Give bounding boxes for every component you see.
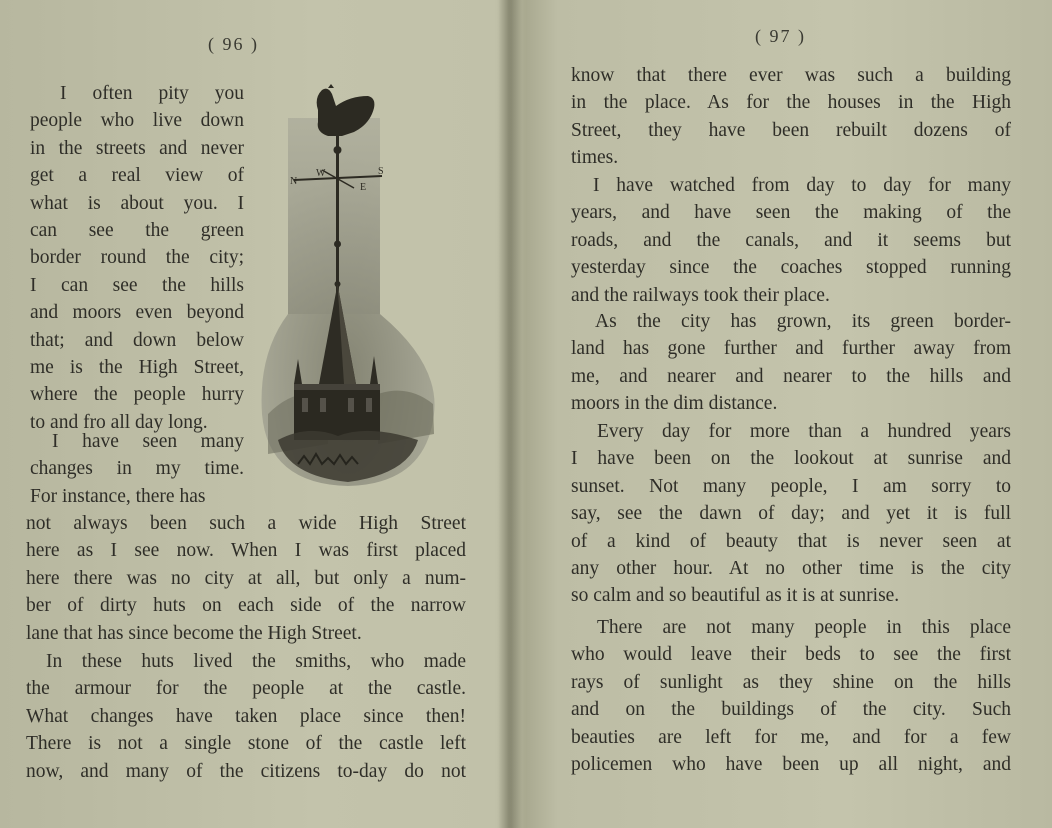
text-line: the armour for the people at the castle.	[26, 678, 466, 700]
text-line: know that there ever was such a building	[571, 65, 1011, 86]
text-line: me is the High Street,	[30, 357, 244, 379]
compass-letter-w: W	[316, 168, 326, 179]
page-number-right: ( 97 )	[755, 26, 806, 46]
text-line: in the place. As for the houses in the High	[571, 92, 1011, 114]
paragraph-building	[571, 62, 1011, 172]
text-line: I have seen many	[52, 431, 244, 452]
text-line: There is not a single stone of the castle left	[26, 733, 466, 755]
text-line: land has gone further and further away from	[571, 338, 1011, 360]
text-line: roads, and the canals, and it seems but	[571, 229, 1011, 251]
compass-letter-n: N	[290, 176, 298, 187]
text-line: For instance, there has	[30, 485, 206, 507]
text-line: me, and nearer and nearer to the hills and	[571, 365, 1011, 387]
text-line: here as I see now. When I was first placed	[26, 540, 466, 562]
text-line: What changes have taken place since then!	[26, 705, 466, 727]
paragraph-not-many-people	[571, 614, 1011, 778]
text-line: years, and have seen the making of the	[571, 202, 1011, 224]
text-line: that; and down below	[30, 329, 244, 351]
text-line: can see the green	[30, 220, 244, 242]
compass-letter-s: S	[378, 166, 384, 177]
text-line: Every day for more than a hundred years	[597, 421, 1011, 442]
paragraph-opening	[30, 80, 244, 436]
text-line: I can see the hills	[30, 274, 244, 296]
text-line: who would leave their beds to see the first	[571, 644, 1011, 666]
paragraph-watched	[571, 172, 1011, 309]
text-line: In these huts lived the smiths, who made	[46, 651, 466, 672]
text-line: times.	[571, 147, 619, 169]
text-line: and on the buildings of the city. Such	[571, 699, 1011, 721]
text-line: I have watched from day to day for many	[593, 175, 1011, 196]
text-line: changes in my time.	[30, 458, 244, 480]
paragraph-changes-narrow	[30, 428, 244, 510]
text-line: policemen who have been up all night, and	[571, 754, 1011, 776]
text-line: border round the city;	[30, 247, 244, 269]
text-line: of a kind of beauty that is never seen at	[571, 530, 1011, 552]
page-number-left: ( 96 )	[208, 34, 259, 54]
text-line: any other hour. At no other time is the city	[571, 558, 1011, 580]
text-line: and the railways took their place.	[571, 284, 830, 306]
text-line: Street, they have been rebuilt dozens of	[571, 119, 1011, 141]
paragraph-changes-wide	[26, 510, 466, 647]
text-line: get a real view of	[30, 165, 244, 187]
text-line: yesterday since the coaches stopped running	[571, 257, 1011, 279]
text-line: and moors even beyond	[30, 302, 244, 324]
text-line: As the city has grown, its green border-	[595, 311, 1011, 332]
text-line: lane that has since become the High Street.	[26, 622, 362, 644]
paragraph-every-day	[571, 418, 1011, 610]
paragraph-smiths	[26, 648, 466, 785]
paragraph-city-grown	[571, 308, 1011, 418]
text-line: ber of dirty huts on each side of the narrow	[26, 595, 466, 617]
text-line: not always been such a wide High Street	[26, 513, 466, 534]
left-page	[0, 0, 505, 828]
text-line: I often pity you	[60, 83, 244, 104]
text-line: to and fro all day long.	[30, 411, 208, 433]
compass-letter-e: E	[360, 182, 367, 193]
text-line: where the people hurry	[30, 384, 244, 406]
text-line: sunset. Not many people, I am sorry to	[571, 475, 1011, 497]
text-line: people who live down	[30, 110, 244, 132]
text-line: here there was no city at all, but only a num-	[26, 567, 466, 589]
text-line: There are not many people in this place	[597, 617, 1011, 638]
text-line: I have been on the lookout at sunrise and	[571, 448, 1011, 470]
weathervane-spire-illustration	[258, 84, 440, 504]
text-line: beauties are left for me, and for a few	[571, 726, 1011, 748]
text-line: moors in the dim distance.	[571, 393, 778, 415]
text-line: what is about you. I	[30, 192, 244, 214]
text-line: now, and many of the citizens to-day do not	[26, 760, 466, 782]
text-line: so calm and so beautiful as it is at sunrise.	[571, 585, 900, 607]
text-line: rays of sunlight as they shine on the hills	[571, 671, 1011, 693]
text-line: say, see the dawn of day; and yet it is full	[571, 503, 1011, 525]
text-line: in the streets and never	[30, 137, 244, 159]
